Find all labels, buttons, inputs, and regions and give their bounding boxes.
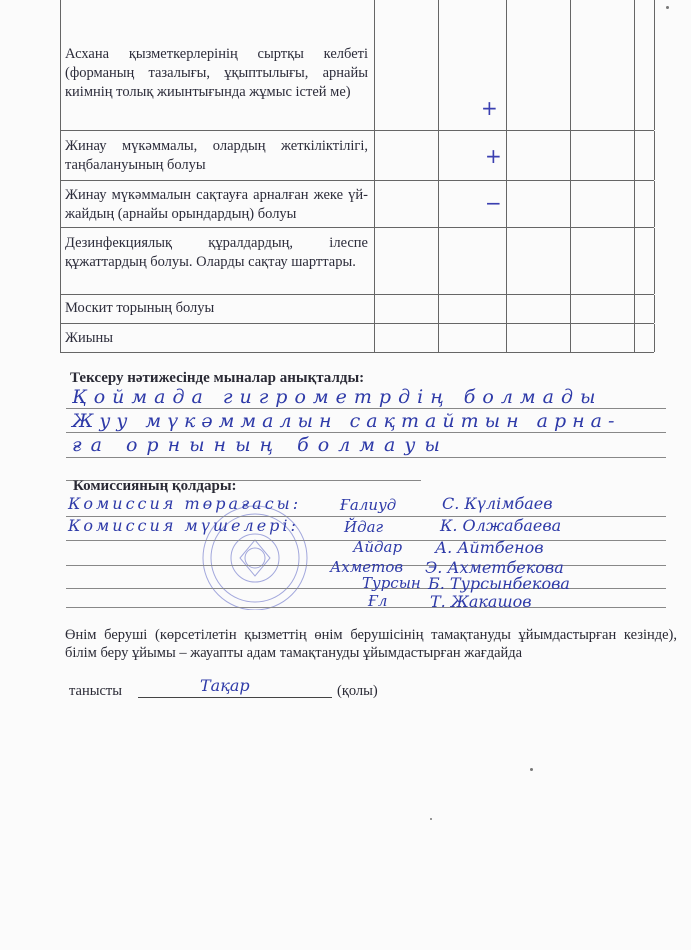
member-name: С. Күлімбаев — [442, 494, 553, 513]
member-name: К. Олжабаева — [440, 516, 562, 535]
criterion-cell: Москит торының болуы — [61, 295, 375, 323]
rep-signature: Тақар — [200, 676, 250, 695]
signature-mark: Ғалиуд — [340, 496, 397, 514]
mark-plus: + — [481, 96, 498, 120]
signature-mark: Ахметов — [330, 558, 404, 576]
criterion-cell: Жинау мүкәммалы, олардың жеткіліктілігі, таңбалануының болуы — [61, 131, 375, 180]
role-chair: Комиссия төрағасы: — [68, 494, 302, 513]
table-row — [60, 295, 654, 324]
signature-mark: Айдар — [353, 538, 403, 556]
rep-label: танысты — [69, 683, 122, 699]
mark-plus: + — [485, 144, 502, 168]
criterion-cell: Жиыны — [61, 324, 375, 352]
findings-label: Тексеру нәтижесінде мыналар анықталды: — [70, 370, 365, 386]
table-row — [60, 228, 654, 295]
signatures-label: Комиссияның қолдары: — [73, 478, 237, 494]
role-members: Комиссия мүшелері: — [68, 516, 299, 535]
criterion-cell: Асхана қызметкерлерінің сыртқы келбеті (форманың тазалығы, ұқыптылығы, арнайы киімнің толық жиынтығында жұмыс істей ме) — [61, 0, 375, 130]
signature-mark: Ғл — [368, 592, 388, 610]
finding-line-2: Жуу мүкәммалын сақтайтын арна- — [72, 410, 621, 432]
signature-mark: Турсын — [362, 574, 421, 592]
member-name: Т. Жакашов — [430, 592, 532, 611]
finding-line-1: Қоймада гигрометрдің болмады — [72, 386, 603, 408]
member-name: Э. Ахметбекова — [425, 558, 564, 577]
table-row — [60, 324, 654, 353]
table-row — [60, 0, 654, 131]
signature-mark: Йдаг — [344, 518, 384, 536]
table-row — [60, 181, 654, 228]
table-row — [60, 131, 654, 181]
finding-line-3: ға орнының болмауы — [72, 434, 449, 456]
mark-minus: − — [485, 191, 502, 215]
inspection-table — [60, 0, 654, 353]
sign-label: (қолы) — [337, 683, 378, 699]
member-name: Б. Турсынбекова — [428, 574, 570, 593]
criterion-cell: Жинау мүкәммалын сақтауға арналған жеке үй-жайдың (арнайы орындардың) болуы — [61, 181, 375, 227]
supplier-paragraph: Өнім беруші (көрсетілетін қызметтің өнім берушісінің тамақтануды ұйымдастырған кезінде), білім беру ұйымы – жауапты адам тамақтануды ұйымдастырған жағдайда — [65, 627, 677, 661]
member-name: А. Айтбенов — [435, 538, 544, 557]
criterion-cell: Дезинфекциялық құралдардың, ілеспе құжаттардың болуы. Оларды сақтау шарттары. — [61, 228, 375, 294]
